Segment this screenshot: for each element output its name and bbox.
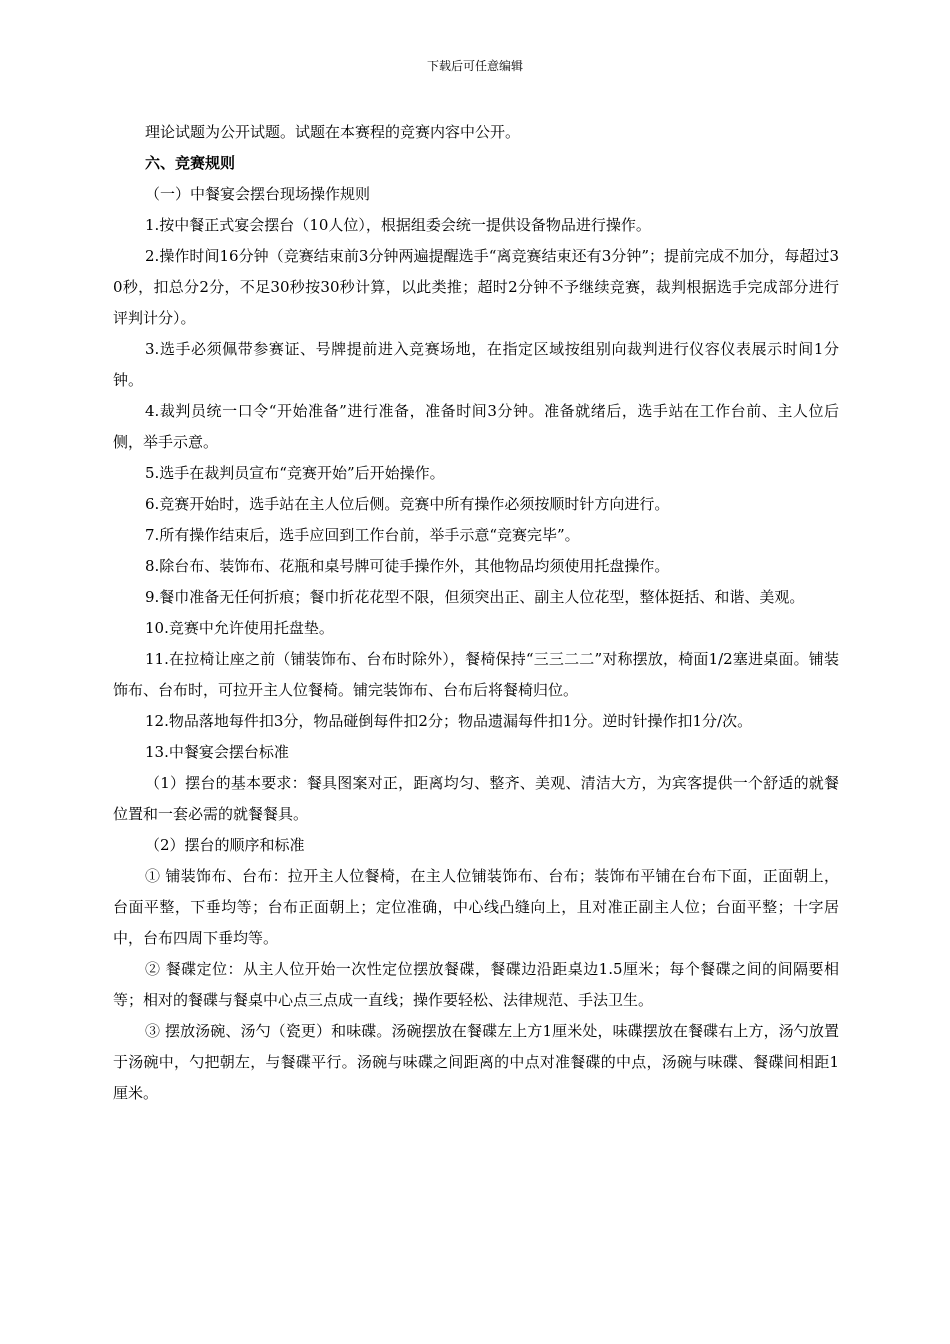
rule-item: 7.所有操作结束后，选手应回到工作台前，举手示意“竞赛完毕”。 [145, 526, 580, 544]
rule-item: 6.竞赛开始时，选手站在主人位后侧。竞赛中所有操作必须按顺时针方向进行。 [145, 495, 670, 513]
standard-item: （2）摆台的顺序和标准 [145, 836, 305, 854]
standard-step: ① 铺装饰布、台布：拉开主人位餐椅，在主人位铺装饰布、台布；装饰布平铺在台布下面，正面朝上，台面平整，下垂均等；台布正面朝上；定位准确，中心线凸缝向上，且对准正副主人位；台面平整；十字居中，台布四周下垂均等。 [113, 867, 839, 947]
rule-item: 4.裁判员统一口令“开始准备”进行准备，准备时间3分钟。准备就绪后，选手站在工作台前、主人位后侧，举手示意。 [113, 402, 839, 451]
rule-item: 13.中餐宴会摆台标准 [145, 743, 289, 761]
standard-step: ② 餐碟定位：从主人位开始一次性定位摆放餐碟，餐碟边沿距桌边1.5厘米；每个餐碟之间的间隔要相等；相对的餐碟与餐桌中心点三点成一直线；操作要轻松、法律规范、手法卫生。 [113, 960, 839, 1009]
rule-item: 11.在拉椅让座之前（铺装饰布、台布时除外），餐椅保持“三三二二”对称摆放，椅面1/2塞进桌面。铺装饰布、台布时，可拉开主人位餐椅。铺完装饰布、台布后将餐椅归位。 [113, 650, 839, 699]
standard-item: （1）摆台的基本要求：餐具图案对正，距离均匀、整齐、美观、清洁大方，为宾客提供一个舒适的就餐位置和一套必需的就餐餐具。 [113, 774, 839, 823]
rule-item: 3.选手必须佩带参赛证、号牌提前进入竞赛场地，在指定区域按组别向裁判进行仪容仪表展示时间1分钟。 [113, 340, 839, 389]
subsection-heading: （一）中餐宴会摆台现场操作规则 [145, 185, 371, 203]
rule-item: 12.物品落地每件扣3分，物品碰倒每件扣2分；物品遗漏每件扣1分。逆时针操作扣1分/次。 [145, 712, 753, 730]
rule-item: 1.按中餐正式宴会摆台（10人位），根据组委会统一提供设备物品进行操作。 [145, 216, 651, 234]
rule-item: 10.竞赛中允许使用托盘垫。 [145, 619, 334, 637]
paragraph: 理论试题为公开试题。试题在本赛程的竞赛内容中公开。 [145, 123, 521, 141]
rule-item: 5.选手在裁判员宣布“竞赛开始”后开始操作。 [145, 464, 445, 482]
standard-step: ③ 摆放汤碗、汤勺（瓷更）和味碟。汤碗摆放在餐碟左上方1厘米处，味碟摆放在餐碟右上方，汤勺放置于汤碗中，勺把朝左，与餐碟平行。汤碗与味碟之间距离的中点对准餐碟的中点，汤碗与味碟、餐碟间相距1厘米。 [113, 1022, 839, 1102]
rule-item: 2.操作时间16分钟（竞赛结束前3分钟两遍提醒选手“离竞赛结束还有3分钟”；提前完成不加分，每超过30秒，扣总分2分，不足30秒按30秒计算，以此类推；超时2分钟不予继续竞赛，裁判根据选手完成部分进行评判计分）。 [113, 247, 839, 327]
section-heading: 六、竞赛规则 [145, 154, 236, 172]
document-body [113, 117, 839, 1109]
rule-item: 9.餐巾准备无任何折痕；餐巾折花花型不限，但须突出正、副主人位花型，整体挺括、和谐、美观。 [145, 588, 805, 606]
page-header: 下载后可任意编辑 [426, 59, 523, 73]
rule-item: 8.除台布、装饰布、花瓶和桌号牌可徒手操作外，其他物品均须使用托盘操作。 [145, 557, 670, 575]
